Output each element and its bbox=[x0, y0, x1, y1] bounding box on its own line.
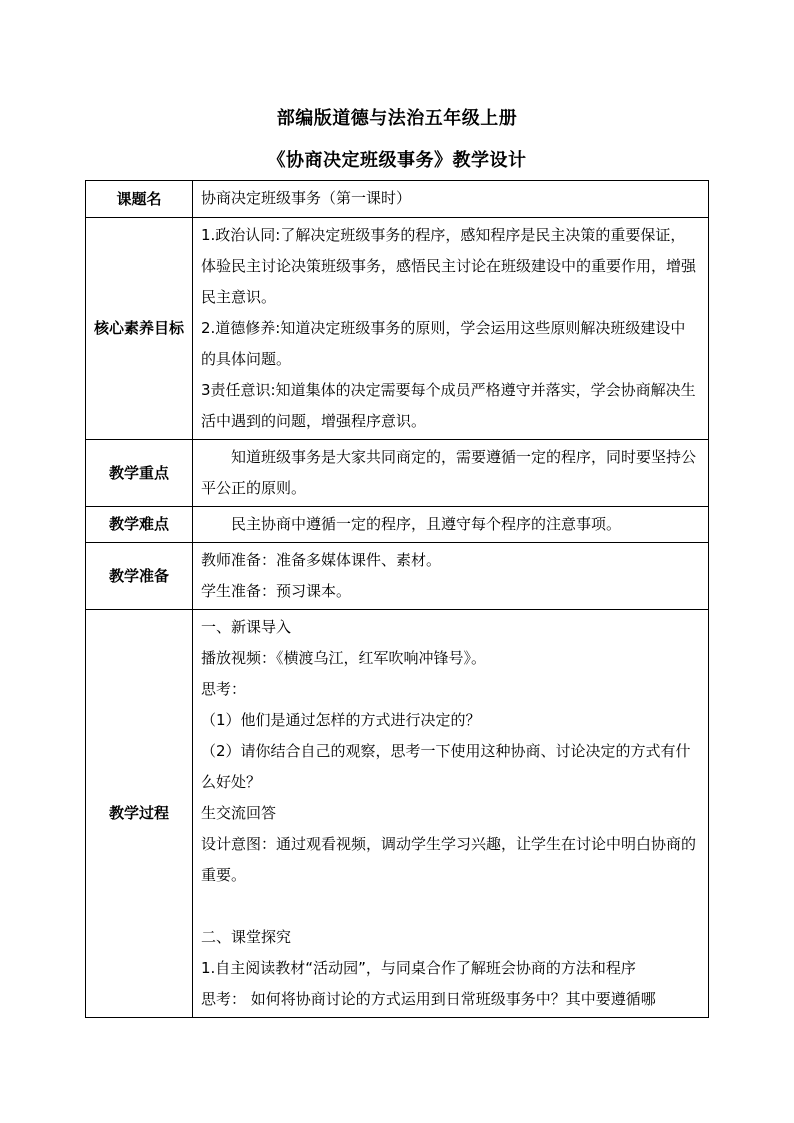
design-intent: 设计意图：通过观看视频，调动学生学习兴趣，让学生在讨论中明白协商的重要。 bbox=[201, 835, 697, 884]
difficulties-text: 民主协商中遵循一定的程序，且遵守每个程序的注意事项。 bbox=[231, 515, 622, 533]
row-label-lesson: 课题名 bbox=[86, 181, 193, 218]
difficulties-cell bbox=[193, 507, 709, 543]
activity-line: 1.自主阅读教材“活动园”，与同桌合作了解班会协商的方法和程序 bbox=[201, 959, 636, 977]
lesson-name: 协商决定班级事务（第一课时） bbox=[193, 181, 709, 218]
process-cell bbox=[193, 610, 709, 1018]
table-row-preparation bbox=[86, 543, 709, 610]
document-subtitle: 《协商决定班级事务》教学设计 bbox=[267, 150, 527, 171]
table-row-key-points bbox=[86, 440, 709, 507]
row-label-goals: 核心素养目标 bbox=[86, 218, 193, 440]
question-2: （2）请你结合自己的观察，思考一下使用这种协商、讨论决定的方式有什么好处？ bbox=[201, 742, 691, 791]
key-points-cell bbox=[193, 440, 709, 507]
video-line: 播放视频：《横渡乌江，红军吹响冲锋号》。 bbox=[201, 649, 487, 667]
preparation-cell bbox=[193, 543, 709, 610]
row-label-difficulties: 教学难点 bbox=[86, 507, 193, 543]
goal-item-moral: 2.道德修养:知道决定班级事务的原则，学会运用这些原则解决班级建设中的具体问题。 bbox=[201, 319, 686, 368]
row-label-preparation: 教学准备 bbox=[86, 543, 193, 610]
lesson-plan-table bbox=[85, 180, 709, 1018]
table-row-lesson bbox=[86, 181, 709, 218]
table-row-difficulties bbox=[86, 507, 709, 543]
think-label: 思考： bbox=[201, 680, 247, 698]
teacher-preparation: 教师准备：准备多媒体课件、素材。 bbox=[201, 551, 442, 569]
think-question-2: 思考： 如何将协商讨论的方式运用到日常班级事务中？其中要遵循哪 bbox=[201, 990, 656, 1008]
document-title: 部编版道德与法治五年级上册 bbox=[276, 108, 518, 129]
section-title-intro: 一、新课导入 bbox=[201, 618, 292, 636]
goal-item-responsibility: 3责任意识:知道集体的决定需要每个成员严格遵守并落实，学会协商解决生活中遇到的问题，增强程序意识。 bbox=[201, 381, 696, 430]
row-label-key-points: 教学重点 bbox=[86, 440, 193, 507]
row-label-process: 教学过程 bbox=[86, 610, 193, 1018]
answer-line: 生交流回答 bbox=[201, 804, 277, 822]
table-row-process bbox=[86, 610, 709, 1018]
student-preparation: 学生准备：预习课本。 bbox=[201, 582, 352, 600]
section-title-explore: 二、课堂探究 bbox=[201, 928, 292, 946]
goal-item-political: 1.政治认同:了解决定班级事务的程序，感知程序是民主决策的重要保证，体验民主讨论决策班级事务，感悟民主讨论在班级建设中的重要作用，增强民主意识。 bbox=[201, 226, 697, 306]
key-points-text: 知道班级事务是大家共同商定的，需要遵循一定的程序，同时要坚持公平公正的原则。 bbox=[201, 448, 697, 497]
blank-line bbox=[201, 891, 700, 922]
goals-cell bbox=[193, 218, 709, 440]
table-row-goals bbox=[86, 218, 709, 440]
question-1: （1）他们是通过怎样的方式进行决定的？ bbox=[201, 711, 481, 729]
